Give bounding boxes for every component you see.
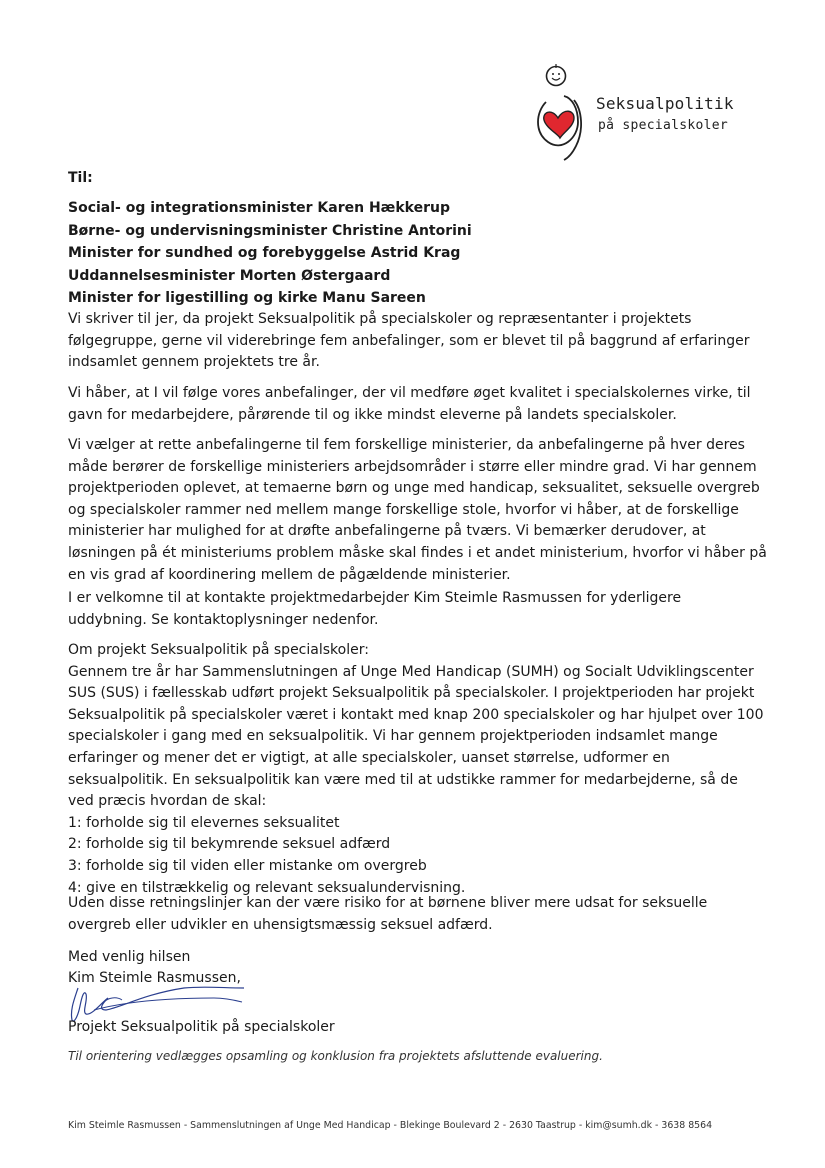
- text-line: overgreb eller udvikler en uhensigtsmæssig seksuel adfærd.: [68, 916, 493, 933]
- text-line: I er velkomne til at kontakte projektmedarbejder Kim Steimle Rasmussen for yderligere: [68, 590, 682, 606]
- text-line: indsamlet gennem projektets tre år.: [68, 354, 320, 371]
- text-line: gavn for medarbejdere, pårørende til og ikke mindst eleverne på landets specialskoler.: [68, 406, 677, 423]
- recipient: Børne- og undervisningsminister Christine Antorini: [68, 222, 472, 239]
- footer-contact: Kim Steimle Rasmussen - Sammenslutningen af Unge Med Handicap - Blekinge Boulevard 2 - 2630 Taastrup - kim@sumh.dk - 3638 8564: [68, 1120, 713, 1131]
- paragraph-hope: [68, 383, 773, 426]
- text-line: en vis grad af koordinering mellem de pågældende ministerier.: [68, 566, 511, 583]
- recipient: Uddannelsesminister Morten Østergaard: [68, 267, 391, 284]
- logo-subtitle: på specialskoler: [598, 118, 729, 133]
- logo-figure-icon: [532, 62, 612, 172]
- recipient: Minister for sundhed og forebyggelse Astrid Krag: [68, 245, 461, 261]
- logo: [532, 62, 772, 172]
- closing-greeting: Med venlig hilsen: [68, 949, 191, 965]
- text-line: ved præcis hvordan de skal:: [68, 793, 267, 810]
- text-line: Vi vælger at rette anbefalingerne til fem forskellige ministerier, da anbefalingerne på hver deres: [68, 437, 745, 453]
- text-line: Om projekt Seksualpolitik på specialskoler:: [68, 642, 369, 658]
- logo-title: Seksualpolitik: [596, 94, 734, 113]
- paragraph-about-project: [68, 640, 773, 899]
- recipient-list: [68, 197, 768, 310]
- text-line: uddybning. Se kontaktoplysninger nedenfor.: [68, 611, 379, 628]
- paragraph-intro: [68, 309, 773, 374]
- recipient: Social- og integrationsminister Karen Hækkerup: [68, 200, 450, 216]
- text-line: måde berører de forskellige ministeriers arbejdsområder i større eller mindre grad. Vi har gennem: [68, 458, 757, 475]
- to-label: Til:: [68, 170, 93, 186]
- text-line: og specialskoler rammer ned mellem mange forskellige stole, hvorfor vi håber, at de forskellige: [68, 501, 739, 518]
- list-item: 4: give en tilstrækkelig og relevant seksualundervisning.: [68, 879, 466, 896]
- text-line: Gennem tre år har Sammenslutningen af Unge Med Handicap (SUMH) og Socialt Udviklingscenter: [68, 663, 754, 680]
- text-line: Vi håber, at I vil følge vores anbefalinger, der vil medføre øget kvalitet i specialskolernes virke, til: [68, 385, 751, 401]
- text-line: specialskoler i gang med en seksualpolitik. Vi har gennem projektperioden indsamlet mange: [68, 728, 718, 745]
- text-line: projektperioden oplevet, at temaerne børn og unge med handicap, seksualitet, seksuelle overgreb: [68, 480, 760, 497]
- text-line: seksualpolitik. En seksualpolitik kan være med til at udstikke rammer for medarbejderne, så de: [68, 771, 738, 788]
- signature-organization: Projekt Seksualpolitik på specialskoler: [68, 1019, 335, 1035]
- text-line: erfaringer og mener det er vigtigt, at alle specialskoler, uanset størrelse, udformer en: [68, 749, 670, 766]
- text-line: løsningen på ét ministeriums problem måske skal findes i et andet ministerium, hvorfor vi håber på: [68, 544, 767, 561]
- text-line: Seksualpolitik på specialskoler været i kontakt med knap 200 specialskoler og har hjulpet over 100: [68, 706, 764, 723]
- paragraph-ministries: [68, 435, 773, 586]
- text-line: følgegruppe, gerne vil viderebringe fem anbefalinger, som er blevet til på baggrund af erfaringer: [68, 332, 750, 349]
- recipient: Minister for ligestilling og kirke Manu Sareen: [68, 290, 426, 306]
- list-item: 1: forholde sig til elevernes seksualitet: [68, 814, 340, 831]
- signature-icon: [64, 980, 254, 1024]
- attachment-note: Til orientering vedlægges opsamling og konklusion fra projektets afsluttende evaluering.: [68, 1049, 603, 1063]
- paragraph-contact: [68, 588, 773, 631]
- text-line: Uden disse retningslinjer kan der være risiko for at børnene bliver mere udsat for seksuelle: [68, 895, 708, 911]
- text-line: Vi skriver til jer, da projekt Seksualpolitik på specialskoler og repræsentanter i projektets: [68, 311, 692, 327]
- text-line: ministerier har mulighed for at drøfte anbefalingerne på tværs. Vi bemærker derudover, at: [68, 523, 706, 540]
- closing-name: Kim Steimle Rasmussen,: [68, 970, 241, 986]
- list-item: 2: forholde sig til bekymrende seksuel adfærd: [68, 836, 391, 853]
- paragraph-risk: [68, 893, 773, 936]
- list-item: 3: forholde sig til viden eller mistanke om overgreb: [68, 857, 427, 874]
- text-line: SUS (SUS) i fællesskab udført projekt Seksualpolitik på specialskoler. I projektperioden har projekt: [68, 685, 755, 702]
